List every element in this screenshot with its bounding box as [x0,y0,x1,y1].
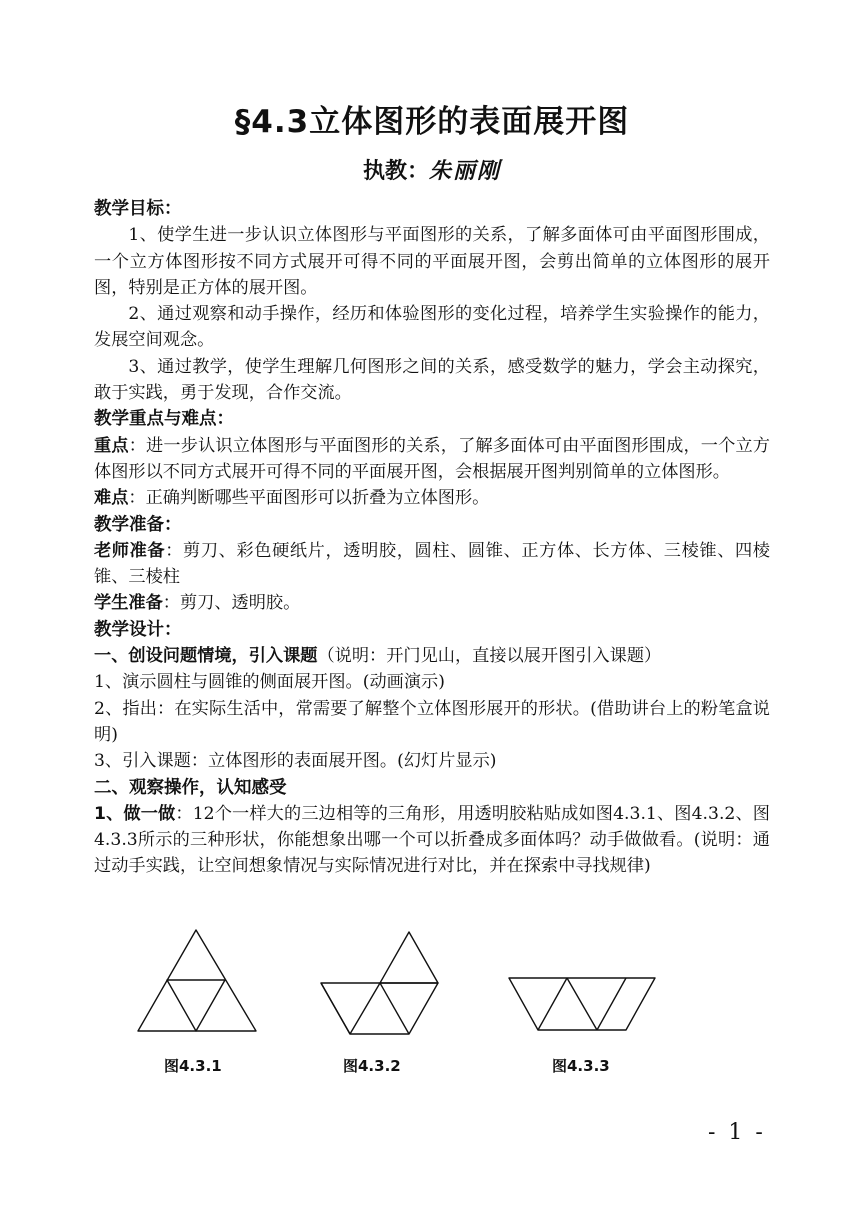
page-title: §4.3立体图形的表面展开图 [234,104,630,140]
section1-title: 一、创设问题情境，引入课题 [94,646,318,667]
objective-1: 1、使学生进一步认识立体图形与平面图形的关系，了解多面体可由平面图形围成，一个立方体图形按不同方式展开可得不同的平面展开图，会剪出简单的立体图形的展开图，特别是正方体的展开图。 [94,225,770,298]
figure-4-3-2-drawing [321,932,438,1034]
objective-2: 2、通过观察和动手操作，经历和体验图形的变化过程，培养学生实验操作的能力，发展空间观念。 [94,304,770,351]
keypoints-heading: 教学重点与难点： [94,409,234,430]
figure-caption-1: 图4.3.1 [164,1057,222,1075]
activity-text: ：12个一样大的三边相等的三角形，用透明胶粘贴成如图4.3.1、图4.3.2、图4.3.3所示的三种形状，你能想象出哪一个可以折叠成多面体吗？动手做做看。(说明：通过动手实践，让空间想象情况与实际情况进行对比，并在探索中寻找规律) [94,803,770,877]
teacher-name: 朱丽刚 [429,158,502,184]
activity-label: 1、做一做 [94,803,176,824]
difficulty-text: ：正确判断哪些平面图形可以折叠为立体图形。 [128,488,490,509]
objectives-heading: 教学目标： [94,199,182,219]
teacher-prep-text: ：剪刀、彩色硬纸片，透明胶，圆柱、圆锥、正方体、长方体、三棱锥、四棱锥、三棱柱 [94,540,770,588]
teacher-label: 执教： [362,159,429,184]
difficulty-label: 难点 [94,488,129,509]
section1-item-3: 3、引入课题：立体图形的表面展开图。(幻灯片显示) [94,751,497,772]
section2-title: 二、观察操作，认知感受 [94,777,287,798]
section1-item-1: 1、演示圆柱与圆锥的侧面展开图。(动画演示) [94,672,445,693]
figure-caption-3: 图4.3.3 [552,1057,610,1075]
figure-4-3-3-drawing [509,978,655,1030]
figure-4-3-1-drawing [138,930,256,1031]
student-prep-text: ：剪刀、透明胶。 [162,593,301,614]
page-number: - 1 - [708,1120,766,1145]
teacher-prep-label: 老师准备 [94,540,166,561]
student-prep-label: 学生准备 [94,593,163,614]
focus-label: 重点 [94,435,129,456]
section1-item-2: 2、指出：在实际生活中，常需要了解整个立体图形展开的形状。(借助讲台上的粉笔盒说明) [94,698,770,745]
figure-caption-2: 图4.3.2 [343,1057,401,1075]
section1-note: （说明：开门见山，直接以展开图引入课题） [317,646,662,667]
design-heading: 教学设计： [94,619,182,640]
objective-3: 3、通过教学，使学生理解几何图形之间的关系，感受数学的魅力，学会主动探究，敢于实践，勇于发现，合作交流。 [94,356,770,404]
preparation-heading: 教学准备： [94,514,182,535]
focus-text: ：进一步认识立体图形与平面图形的关系，了解多面体可由平面图形围成，一个立方体图形以不同方式展开可得不同的平面展开图，会根据展开图判别简单的立体图形。 [94,435,770,482]
